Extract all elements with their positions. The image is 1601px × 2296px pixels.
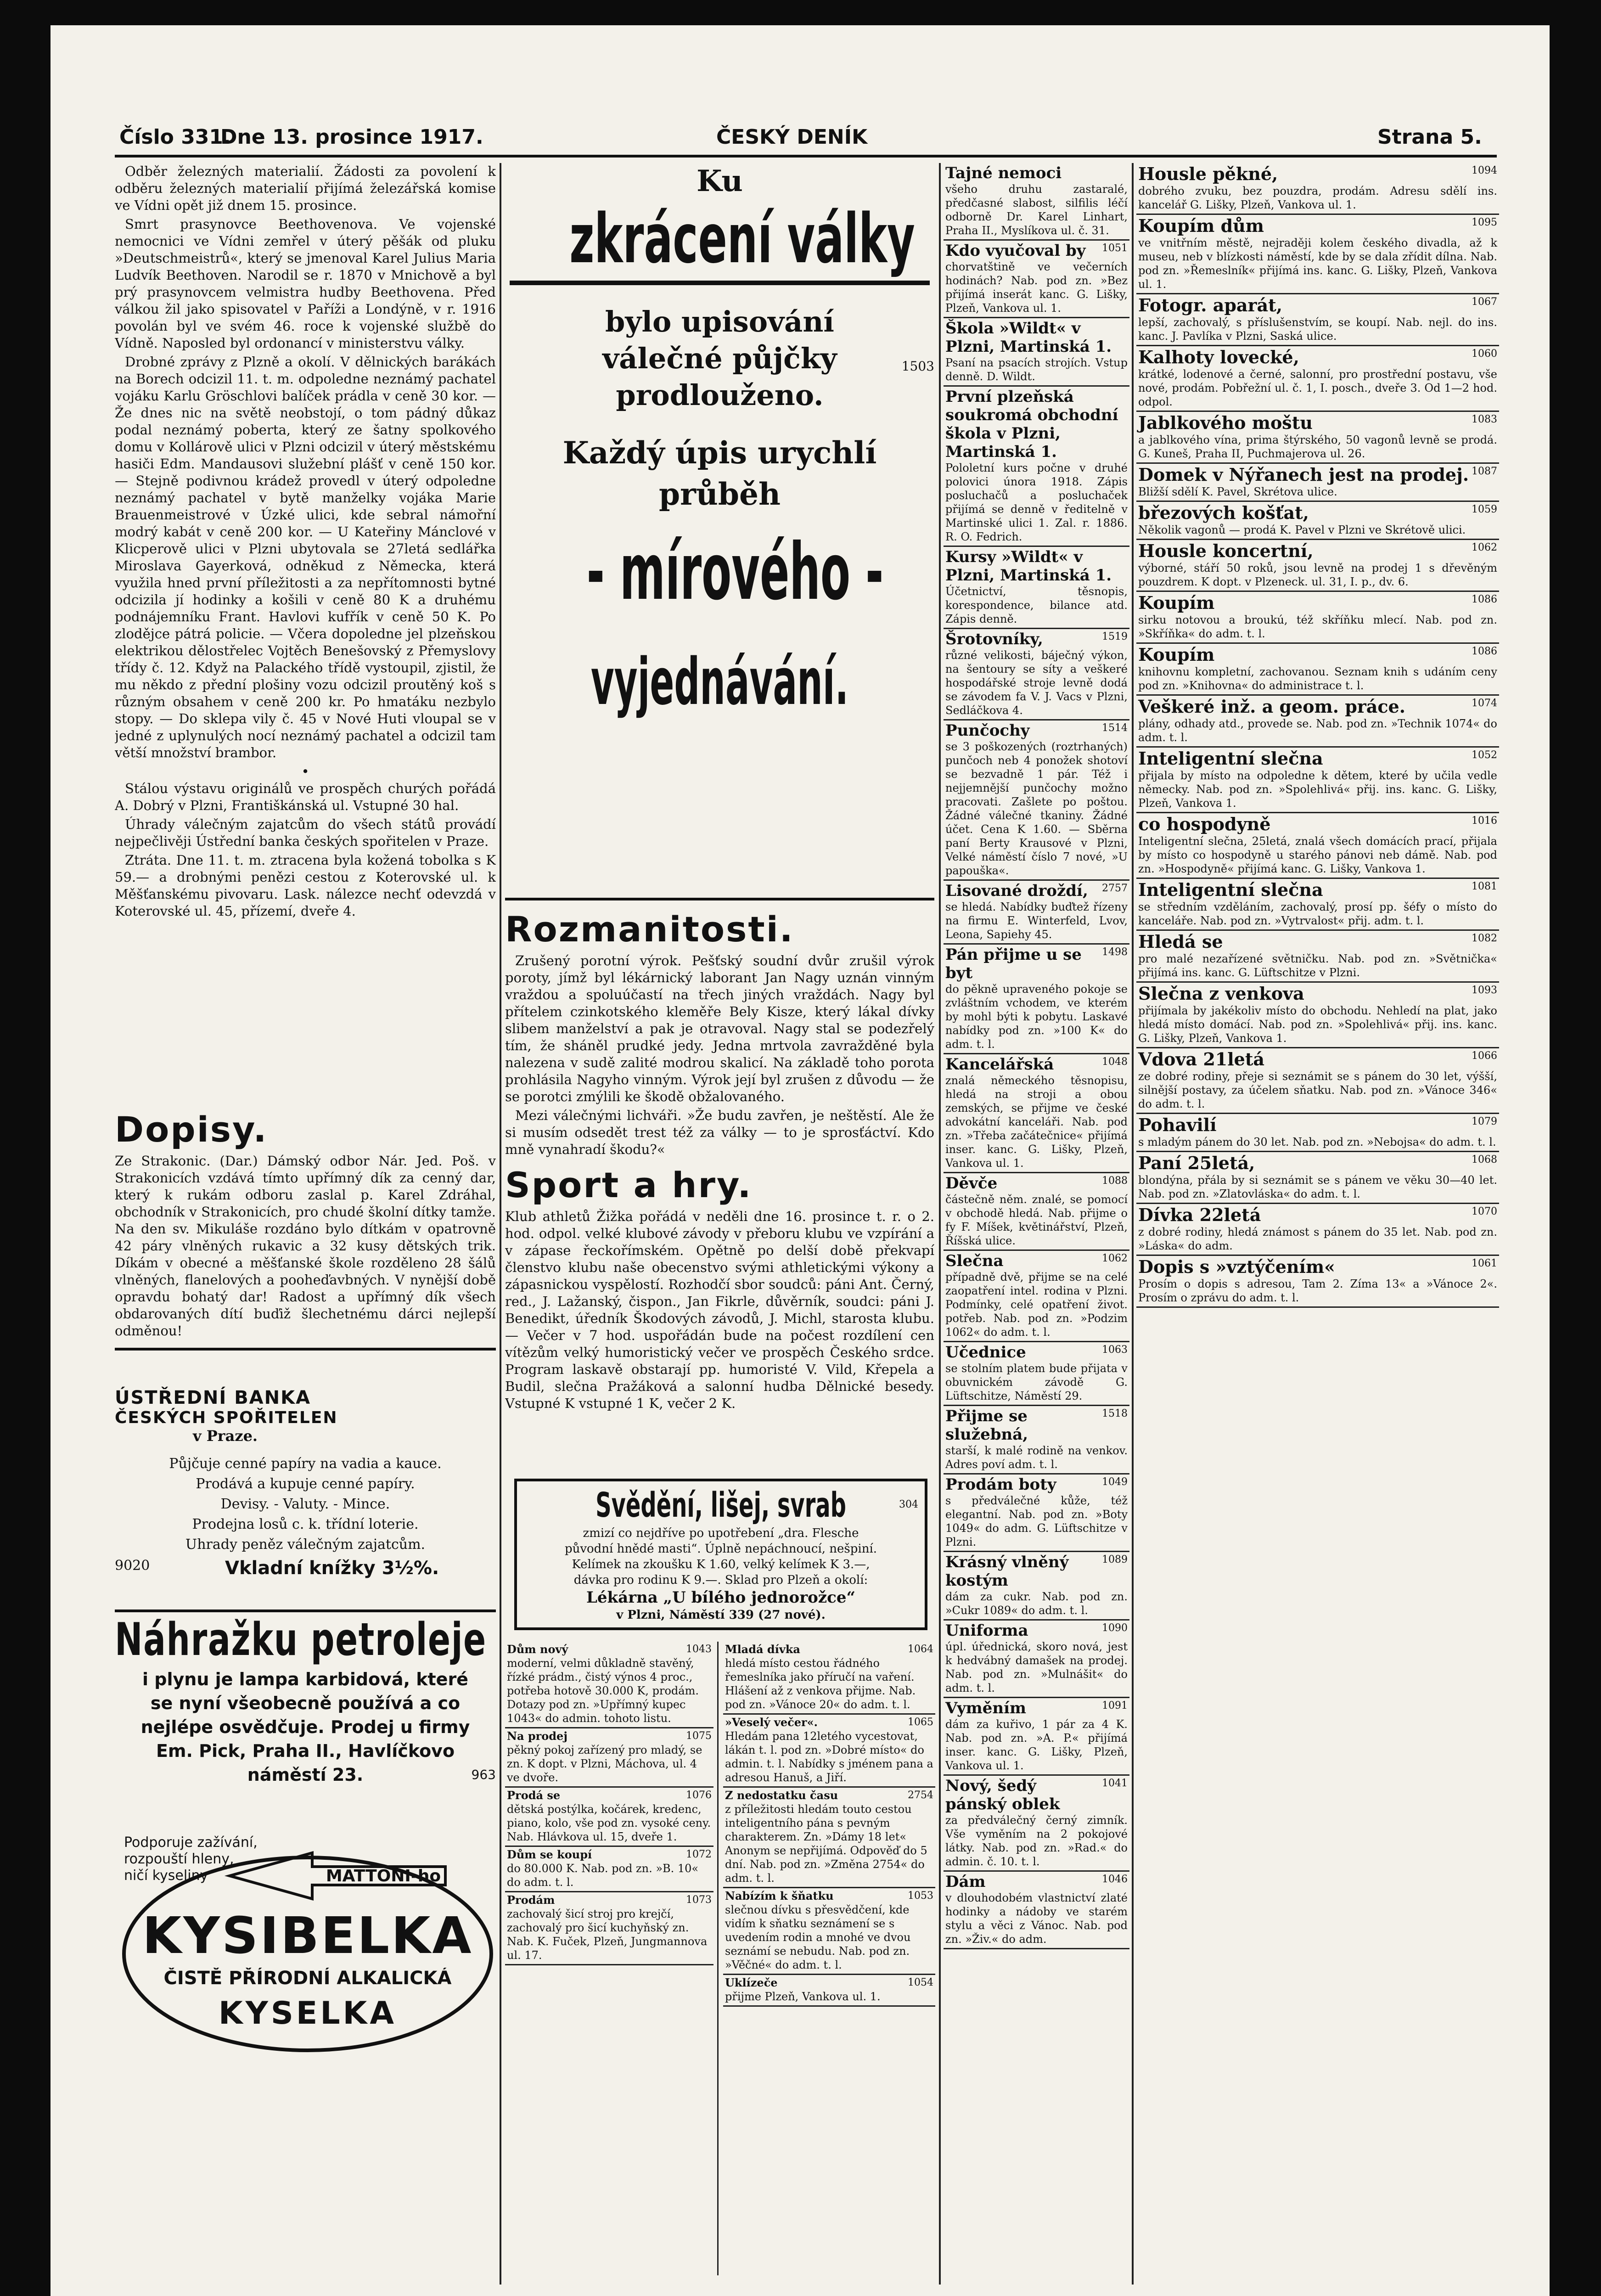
ad-heading: Inteligentní slečna <box>1138 879 1323 900</box>
bank-services <box>115 1454 496 1555</box>
ad-code: 1498 <box>1102 946 1128 958</box>
ad-text: se hledá. Nabídky buďtež řízeny na firmu E. Winterfeld, Lvov, Leona, Sapiehy 45. <box>945 900 1128 941</box>
ad-heading: Z nedostatku času <box>725 1789 838 1802</box>
ad-text: krátké, lodenové a černé, salonní, pro prostřední postavu, vše nové, prodám. Pobřežní ul. č. 1, I. posch., dveře 3. Od 1—2 hod. odpol. <box>1138 368 1497 408</box>
ad-heading: Slečna <box>945 1252 1004 1270</box>
ad-code: 1052 <box>1472 749 1497 761</box>
ad-text: Účetnictví, těsnopis, korespondence, bilance atd. Zápis denně. <box>945 585 1128 625</box>
ad-code: 1503 <box>901 359 934 374</box>
header-rule <box>115 155 1497 158</box>
petroleum-ad <box>115 1609 496 1825</box>
ad-code: 1043 <box>686 1643 712 1655</box>
classified-ad <box>1136 696 1499 748</box>
ad-text: Prosím o dopis s adresou, Tam 2. Zíma 13« a »Vánoce 2«. Prosím o zprávu do adm. t. l. <box>1138 1277 1497 1304</box>
ad-heading: Učednice <box>945 1343 1026 1362</box>
mattoni-kind: KYSELKA <box>218 1995 397 2032</box>
classified-ad <box>944 1872 1129 1949</box>
bank-footer <box>115 1558 496 1581</box>
ad-text: Hledám pana 12letého vycestovat, lákán t. l. pod zn. »Dobré místo« do admin. t. l. Nabídky s jménem pana a adresou Hanuš, a Jiří. <box>725 1730 933 1784</box>
mattoni-claim: rozpouští hleny, <box>124 1851 234 1867</box>
section-title: Dopisy. <box>115 1109 268 1150</box>
ad-text: sirku notovou a broukú, též skříňku mlecí. Nab. pod zn. »Skříňka« do adm. t. l. <box>1138 613 1497 640</box>
ad-heading: První plzeňská soukromá obchodní škola v Plzni, Martinská 1. <box>945 388 1118 461</box>
ad-text: ve vnitřním městě, nejraději kolem českého divadla, až k museu, neb v blízkosti náměstí, kde by se dala zřídit dílna. Nab. pod zn. »Řemeslník« přijímá ins. kanc. G. Lišky, Plzeň, Vankova ul. 1. <box>1138 236 1497 291</box>
ad-heading: Kursy »Wildt« v Plzni, Martinská 1. <box>945 548 1112 585</box>
bank-line: Prodejna losů c. k. třídní loterie. <box>192 1516 419 1532</box>
ad-heading: březových košťat, <box>1138 502 1309 523</box>
ad-code: 304 <box>899 1499 918 1510</box>
svedeni-line: dávka pro rodinu K 9.—. Sklad pro Plzeň a okolí: <box>573 1573 868 1587</box>
svedeni-address: v Plzni, Náměstí 339 (27 nové). <box>616 1608 826 1622</box>
ad-heading: Mladá dívka <box>725 1643 800 1656</box>
ad-mir: - mírového - <box>586 527 884 618</box>
ad-text: Pololetní kurs počne v druhé polovici února 1918. Zápis posluchačů a posluchaček přijímá se denně v ředitelně v Martinské ulici 1. Zal. r. 1886. R. O. Fedrich. <box>945 461 1128 543</box>
ad-line: Každý úpis urychlí <box>562 435 877 471</box>
news-paragraph: Drobné zprávy z Plzně a okolí. V dělnických barákách na Borech odcizil 11. t. m. odpoledne neznámý pachatel vojáku Karlu Gröschlovi balíček prádla v ceně 30 kor. — Že dnes nic na světě neobstojí, o tom pádný důkaz podal neznámý poberta, který ze šatny spolkového domu v Kollárově ulici v Plzni odcizil v úterý městskému hasiči Edm. Mandausovi služební plášť v ceně 150 kor. — Stejně podivnou krádež provedl v úterý odpoledne neznámý pachatel v bytě manželky vojáka Marie Brauenmeistrové v Úzké ulici, kde sebral námořní modrý kabát v ceně 200 kor. — U Kateřiny Mánclové v Klicperově ulici v Plzni ubytovala se 27letá sedlářka Miroslava Gayerková, odněkud z Německa, která využila hned první příležitosti a za nepřítomnosti bytné odcizila jí hodinky a košili v ceně 80 K a druhému podnájemníku Frant. Havlovi kufřík v ceně 50 K. Po zlodějce pátrá policie. — Včera dopoledne jel plzeňskou elektrikou dělostřelec Vojtěch Benešovský z Přemyslovy třídy č. 12. Když na Palackého třídě vystoupil, zjistil, že mu někdo z přední plošiny vozu odcizil proutěný koš s různým obsahem v ceně 200 kr. Po hmatáku nezbylo stopy. — Do sklepa vily č. 45 v Nové Huti vloupal se v jedné z uplynulých nocí neznámý pachatel a odcizil tam větší množství brambor. <box>115 354 496 760</box>
sport-text: Klub athletů Žižka pořádá v neděli dne 16. prosince t. r. o 2. hod. odpol. velké klubové závody v přeboru klubu ve vzpírání a v zápase řeckořímském. Opětně po delší době překvapí členstvo klubu naše obecenstvo svými athletickými výkony a zápasnickou vyspělostí. Rozhodčí sbor soudců: páni Ant. Černý, red., J. Lažanský, čispon., Jan Fikrle, důvěrník, soudci: páni J. Benedikt, úředník Škodových závodů, J. Michl, starosta klubu. — Večer v 7 hod. uspořádán bude na počest rozdílení cen vítězům velký humoristický večer ve prospěch Českého srdce. Program laskavě obstarají pp. humoristé V. Vild, Křepela a Budil, slečna Pražáková a salonní hudba Dělnické besedy. Vstupné K vstupné 1 K, večer 2 K. <box>505 1209 934 1411</box>
ad-heading: Šrotovníky, <box>945 630 1043 648</box>
ad-text: lepší, zachovalý, s příslušenstvím, se koupí. Nab. nejl. do ins. kanc. J. Pavlíka v Plzni, Saská ulice. <box>1138 316 1497 343</box>
ad-heading: Uklízeče <box>725 1976 778 1989</box>
classified-ad <box>944 1621 1129 1698</box>
classified-ad <box>1136 644 1499 696</box>
ad-heading: Inteligentní slečna <box>1138 748 1323 769</box>
ad-heading: Housle pěkné, <box>1138 163 1278 184</box>
classified-ad <box>505 1788 713 1847</box>
mattoni-claim: Podporuje zažívání, <box>124 1835 258 1851</box>
classified-ad <box>944 1698 1129 1776</box>
classified-ad <box>1136 1114 1499 1152</box>
classified-ad <box>944 241 1129 318</box>
page-number: Strana 5. <box>1377 125 1482 149</box>
ad-text: výborné, stáří 50 roků, jsou levně na prodej 1 s dřevěným pouzdrem. K dopt. v Plzeneck. ul. 31, I. p., dv. 6. <box>1138 562 1497 588</box>
issue-number: Číslo 331. <box>119 125 231 149</box>
notice: Stálou výstavu originálů ve prospěch churých pořádá A. Dobrý v Plzni, Františkánská ul. Vstupné 30 hal. <box>115 781 496 813</box>
petrol-line: se nyní všeobecně používá a co <box>150 1693 461 1713</box>
classified-ad <box>1136 931 1499 983</box>
ad-text: přijme Plzeň, Vankova ul. 1. <box>725 1990 881 2003</box>
classified-ad <box>944 629 1129 720</box>
classified-ad <box>1136 592 1499 644</box>
ad-heading: Nový, šedý pánský oblek <box>945 1777 1060 1813</box>
petrol-line: nejlépe osvědčuje. Prodej u firmy <box>140 1717 470 1737</box>
ad-code: 1086 <box>1472 646 1497 657</box>
ad-heading: Housle koncertní, <box>1138 540 1314 561</box>
ad-code: 1070 <box>1472 1206 1497 1217</box>
ad-vyj: vyjednávání. <box>590 645 849 720</box>
ad-heading: Fotogr. aparát, <box>1138 295 1282 315</box>
ad-code: 1076 <box>686 1790 712 1801</box>
ad-code: 1091 <box>1102 1700 1128 1711</box>
ad-text: Několik vagonů — prodá K. Pavel v Plzni ve Skrétově ulici. <box>1138 523 1466 536</box>
bank-vklad: Vkladní knížky 3½%. <box>225 1558 439 1579</box>
ad-code: 1083 <box>1472 414 1497 425</box>
ad-text: úpl. úřednická, skoro nová, jest k hedvábný damašek na prodej. Nab. pod zn. »Mulnášit« do adm. t. l. <box>945 1640 1128 1694</box>
ad-code: 1065 <box>908 1716 933 1728</box>
mattoni-sub: ČISTĚ PŘÍRODNÍ ALKALICKÁ <box>163 1968 452 1989</box>
classified-ad <box>505 1847 713 1892</box>
column-rule <box>500 163 501 2285</box>
classified-ad <box>1136 983 1499 1048</box>
classified-ad <box>1136 1204 1499 1256</box>
ad-heading: Hledá se <box>1138 931 1223 952</box>
bank-line: Prodává a kupuje cenné papíry. <box>196 1476 415 1492</box>
classified-ad <box>723 1642 935 1715</box>
ad-code: 1081 <box>1472 881 1497 892</box>
ad-heading: Koupím <box>1138 644 1215 665</box>
ad-heading: Vdova 21letá <box>1138 1049 1264 1069</box>
classified-ad <box>1136 748 1499 813</box>
bank-line: Uhrady peněz válečným zajatcům. <box>185 1536 426 1553</box>
classified-ad <box>723 1715 935 1788</box>
ad-text: z příležitosti hledám touto cestou inteligentního pána s pevným charakterem. Zn. »Dámy 18 let« Anonym se nepřijímá. Odpověď do 5 dní. Nab. pod zn. »Změna 2754« do adm. t. l. <box>725 1803 927 1885</box>
ad-heading: Škola »Wildt« v Plzni, Martinská 1. <box>945 319 1112 356</box>
paper-title: ČESKÝ DENÍK <box>716 125 868 149</box>
mattoni-brand: MATTONI-ho <box>326 1867 441 1885</box>
classified-ad <box>944 387 1129 547</box>
ad-code: 1518 <box>1102 1408 1128 1419</box>
classifieds-col2b <box>723 1642 935 2275</box>
classified-ad <box>1136 1048 1499 1114</box>
ad-heading: Vyměním <box>945 1699 1026 1717</box>
ad-code: 1093 <box>1472 985 1497 996</box>
mattoni-name: KYSIBELKA <box>142 1908 473 1963</box>
ad-text: plány, odhady atd., provede se. Nab. pod zn. »Technik 1074« do adm. t. l. <box>1138 717 1497 744</box>
ad-text: přijala by místo na odpoledne k dětem, které by učila vedle německy. Nab. pod zn. »Spolehlivá« přij. ins. kanc. G. Lišky, Plzeň, Vankova 1. <box>1138 769 1497 810</box>
ad-text: s mladým pánem do 30 let. Nab. pod zn. »Nebojsa« do adm. t. l. <box>1138 1136 1496 1148</box>
ad-text: dám za kuřivo, 1 pár za 4 K. Nab. pod zn. »A. P.« přijímá inser. kanc. G. Lišky, Plzeň, Vankova ul. 1. <box>945 1718 1128 1772</box>
ad-code: 1048 <box>1102 1056 1128 1068</box>
ad-code: 2754 <box>908 1790 933 1801</box>
ad-heading: Koupím dům <box>1138 215 1264 236</box>
petrol-headline: Náhražku petroleje <box>115 1614 487 1666</box>
ad-heading: Slečna z venkova <box>1138 983 1304 1004</box>
ad-heading: Kalhoty lovecké, <box>1138 347 1299 367</box>
ad-code: 1041 <box>1102 1778 1128 1789</box>
classified-ad <box>1136 163 1499 215</box>
classified-ad <box>1136 1152 1499 1204</box>
ad-text: a jablkového vína, prima štýrského, 50 vagonů levně se prodá. G. Kuneš, Praha II, Puchmajerova ul. 26. <box>1138 433 1497 460</box>
news-paragraph: Smrt prasynovce Beethovenova. Ve vojenské nemocnici ve Vídni zemřel v úterý pěšák od pluku »Deutschmeistrů«, který se jmenoval Karel Julius Maria Ludvík Beethoven. Narodil se r. 1870 v Mnichově a byl prý prasynovcem velmistra hudby Beethovena. Před válkou žil jako spisovatel v Paříži a Londýně, v r. 1916 povolán byl ve svém 46. roce k vojenské službě do Vídně. Naposled byl ordonancí v ministerstvu války. <box>115 216 496 351</box>
ad-code: 1082 <box>1472 933 1497 944</box>
ad-code: 1072 <box>686 1849 712 1860</box>
classified-ad <box>944 1173 1129 1251</box>
ad-heading: Dívka 22letá <box>1138 1204 1261 1225</box>
bank-city: v Praze. <box>193 1427 258 1445</box>
ad-text: Psaní na psacích strojích. Vstup denně. D. Wildt. <box>945 356 1128 383</box>
classified-ad <box>1136 879 1499 931</box>
ad-code: 1079 <box>1472 1116 1497 1127</box>
ad-text: různé velikosti, báječný výkon, na šentoury se síty a veškeré hospodářské stroje levně dodá se závodem fa V. J. Vacs v Plzni, Sedláčkova 4. <box>945 649 1128 717</box>
rozm-paragraph: Zrušený porotní výrok. Pešťský soudní dvůr zrušil výrok poroty, jímž byl lékárnický laborant Jan Nagy uznán vinným vraždou a spoluúčastí na třech jiných vraždách. Nagy byl přítelem czinkotského kleměře Bely Kisze, který lákal dívky slibem manželství a pak je otravoval. Nagy stal se podezřelý tím, že sháněl prudké jedy. Jedna mrtvola zavražděné byla nalezena v sudě zalité modrou skalicí. Na základě toho porota prohlásila Nagyho vinným. Výrok její byl zrušen z důvodu — že se porotci zmýlili ke škodě obžalovaného. <box>505 953 934 1104</box>
classified-ad <box>1136 502 1499 540</box>
ad-code: 1059 <box>1472 504 1497 515</box>
classified-ad <box>1136 412 1499 464</box>
bank-line: Půjčuje cenné papíry na vadia a kauce. <box>169 1456 442 1472</box>
ad-text: pro malé nezařízené světničku. Nab. pod zn. »Světnička« přijímá ins. kanc. G. Lüftschitze v Plzni. <box>1138 952 1497 979</box>
ad-code: 1068 <box>1472 1154 1497 1165</box>
column-1-news <box>115 163 496 1104</box>
ad-heading: Dům se koupí <box>507 1848 592 1861</box>
ad-heading: Kancelářská <box>945 1055 1054 1074</box>
dopisy-text: Ze Strakonic. (Dar.) Dámský odbor Nár. Jed. Poš. v Strakonicích vzdává tímto upřímný dík za cenný dar, který k rukám odboru zaslal p. Karel Zdráhal, obchodník v Strakonicích, pro chudé školní dítky tamže. Na den sv. Mikuláše rozdáno bylo dítkám v opatrovně 42 páry vlněných rukavic a 32 kusy dětských trik. Díkám v obecné a měšťanské škole rozděleno 28 šálů vlněných, flanelových a pooheďavbných. V nynější době opravdu bohatý dar! Radost a upřímný dík všech obdarovaných dítí buďiž šlechetnému dárci nejlepší odměnou! <box>115 1153 496 1339</box>
ad-code: 1086 <box>1472 594 1497 605</box>
petrol-text <box>115 1667 496 1787</box>
ad-code: 9020 <box>115 1558 150 1574</box>
ad-text: za předválečný černý zimník. Vše vyměním na 2 pokojové látky. Nab. pod zn. »Rad.« do admin. č. 10. t. l. <box>945 1814 1128 1868</box>
issue-date: Dne 13. prosince 1917. <box>220 125 483 149</box>
ad-heading: Veškeré inž. a geom. práce. <box>1138 696 1405 717</box>
ad-code: 1046 <box>1102 1874 1128 1885</box>
mattoni-ad <box>115 1835 496 2064</box>
ad-code: 1063 <box>1102 1344 1128 1356</box>
ad-heading: Paní 25letá, <box>1138 1153 1255 1173</box>
ad-code: 1089 <box>1102 1554 1128 1565</box>
ad-text: dám za cukr. Nab. pod zn. »Cukr 1089« do adm. t. l. <box>945 1590 1128 1617</box>
ad-code: 1095 <box>1472 217 1497 228</box>
ad-code: 1519 <box>1102 631 1128 642</box>
ad-text: se středním vzděláním, zachovalý, prosí pp. šéfy o místo do kanceláře. Nab. pod zn. »Vytrvalost« přij. adm. t. l. <box>1138 900 1497 927</box>
ad-code: 1054 <box>908 1977 933 1988</box>
rozm-paragraph: Mezi válečnými lichváři. »Že budu zavřen, je neštěstí. Ale že si musím odsedět trest též za války — to je sprosťáctví. Kdo mně vynahradí škodu?« <box>505 1108 934 1157</box>
ad-heading: Prodám <box>507 1893 555 1907</box>
ad-heading: Dopis s »vztýčením« <box>1138 1256 1335 1277</box>
ad-code: 1074 <box>1472 698 1497 709</box>
ad-heading: »Veselý večer«. <box>725 1716 818 1729</box>
ad-code: 1061 <box>1472 1258 1497 1269</box>
ad-code: 1016 <box>1472 815 1497 827</box>
ad-text: dětská postýlka, kočárek, kredenc, piano, kolo, vše pod zn. vysoké ceny. Nab. Hlávkova ul. 15, dveře 1. <box>507 1803 711 1843</box>
ad-heading: Přijme se služebná, <box>945 1407 1028 1444</box>
classified-ad <box>944 945 1129 1054</box>
classified-ad <box>505 1642 713 1728</box>
ad-code: 1049 <box>1102 1476 1128 1488</box>
classified-ad <box>944 1552 1129 1621</box>
column-rule <box>1132 163 1134 2285</box>
notice: Úhrady válečným zajatcům do všech států provádí nejpečlivěji Ústřední banka českých spořitelen v Praze. <box>115 816 496 849</box>
ad-code: 963 <box>471 1767 496 1782</box>
section-title: Rozmanitosti. <box>505 909 794 950</box>
classified-ad <box>944 547 1129 629</box>
ad-heading: Prodá se <box>507 1789 561 1802</box>
ad-text: pěkný pokoj zařízený pro mladý, se zn. K dopt. v Plzni, Máchova, ul. 4 ve dvoře. <box>507 1744 702 1784</box>
ad-heading: Koupím <box>1138 592 1215 613</box>
ad-text: moderní, velmi důkladně stavěný, řízké prádm., čistý výnos 4 proc., potřeba hotově 30.000 K, prodám. Dotazy pod zn. »Upřímný kupec 1043« do admin. tohoto listu. <box>507 1657 699 1725</box>
ad-heading: Děvče <box>945 1174 998 1193</box>
newspaper-page <box>51 25 1550 2296</box>
ad-heading: Pán přijme u se byt <box>945 945 1082 982</box>
ad-heading: Punčochy <box>945 721 1030 740</box>
classified-ad <box>944 318 1129 387</box>
ad-heading: co hospodyně <box>1138 814 1271 834</box>
classified-ad <box>723 1788 935 1888</box>
classifieds-col2a <box>505 1642 719 2275</box>
ad-rule <box>510 281 930 285</box>
masthead <box>119 125 1492 156</box>
classified-ad <box>1136 813 1499 879</box>
ad-text: se 3 poškozených (roztrhaných) punčoch neb 4 ponožek shotoví se bezvadně 1 pár. Též i nejjemnější punčochy možno pracovati. Zašlete po poštou. Žádné válečné tkaniny. Žádné účet. Cena K 1.60. — Sběrna paní Berty Krausové v Plzni, Velké náměstí číslo 7 nové, »U papouška«. <box>945 740 1128 877</box>
classified-ad <box>944 163 1129 241</box>
bank-ad <box>115 1348 496 1605</box>
classified-ad <box>944 1342 1129 1406</box>
classified-ad <box>1136 294 1499 346</box>
ad-text: případně dvě, přijme se na celé zaopatření intel. rodina v Plzni. Podmínky, celé opatření život. potřeb. Nab. pod zn. »Podzim 1062« do adm. t. l. <box>945 1271 1128 1339</box>
ad-text: hledá místo cestou řádného řemeslníka jako příručí na vaření. Hlášení až z venkova přijme. Nab. pod zn. »Vánoce 20« do adm. t. l. <box>725 1657 916 1711</box>
ad-line: válečné půjčky <box>602 342 837 375</box>
mattoni-claim: ničí kyseliny <box>124 1868 208 1884</box>
classified-ad <box>505 1728 713 1788</box>
svedeni-ad <box>514 1479 927 1630</box>
classified-ad <box>944 1406 1129 1474</box>
petrol-line: Em. Pick, Praha II., Havlíčkovo <box>156 1741 455 1761</box>
classified-ad <box>1136 215 1499 294</box>
classified-ad <box>723 1975 935 2007</box>
ad-code: 1090 <box>1102 1622 1128 1634</box>
ad-code: 1087 <box>1472 466 1497 477</box>
ad-code: 1073 <box>686 1894 712 1906</box>
ad-heading: Domek v Nýřanech jest na prodej. <box>1138 464 1469 485</box>
ad-ku: Ku <box>697 164 743 198</box>
ad-heading: Nabízím k šňatku <box>725 1889 834 1902</box>
classified-ad <box>1136 540 1499 592</box>
classified-ad <box>944 881 1129 945</box>
ad-heading: Na prodej <box>507 1729 568 1743</box>
svedeni-line: Kelímek na zkoušku K 1.60, velký kelímek K 3.—, <box>572 1558 870 1571</box>
ad-text: dobrého zvuku, bez pouzdra, prodám. Adresu sdělí ins. kancelář G. Lišky, Plzeň, Vankova ul. 1. <box>1138 185 1497 211</box>
ad-text: starší, k malé rodině na venkov. Adres poví adm. t. l. <box>945 1444 1128 1471</box>
classifieds-col5 <box>1136 163 1499 2275</box>
ad-heading: Prodám boty <box>945 1475 1056 1494</box>
classifieds-col4 <box>944 163 1129 2275</box>
ad-code: 1067 <box>1472 296 1497 308</box>
ad-text: knihovnu kompletní, zachovanou. Seznam knih s udáním ceny pod zn. »Knihovna« do administrace t. l. <box>1138 665 1497 692</box>
svedeni-title: Svědění, lišej, svrab <box>595 1486 846 1525</box>
ad-code: 1051 <box>1102 242 1128 254</box>
bank-subtitle: ČESKÝCH SPOŘITELEN <box>115 1408 338 1427</box>
classified-ad <box>944 1054 1129 1173</box>
ad-text: chorvatštině ve večerních hodinách? Nab. pod zn. »Bez přijímá inserát kanc. G. Lišky, Plzeň, Vankova ul. 1. <box>945 260 1128 315</box>
ad-code: 1060 <box>1472 348 1497 360</box>
classified-ad <box>944 1776 1129 1872</box>
ad-code: 1094 <box>1472 165 1497 176</box>
ad-text: Inteligentní slečna, 25letá, znalá všech domácích prací, přijala by místo co hospodyně u starého pánovi neb dámě. Nab. pod zn. »Hospodyně« přijímá kanc. G. Lišky, Vankova 1. <box>1138 835 1497 875</box>
ad-line: bylo upisování <box>605 305 834 338</box>
ad-code: 1066 <box>1472 1050 1497 1062</box>
ad-line: prodlouženo. <box>616 378 824 412</box>
ad-code: 1053 <box>908 1890 933 1902</box>
ad-code: 1088 <box>1102 1175 1128 1187</box>
ad-text: zachovalý šicí stroj pro krejčí, zachovalý pro šicí kuchyňský zn. Nab. K. Fuček, Plzeň, Jungmannova ul. 17. <box>507 1908 708 1962</box>
ad-text: všeho druhu zastaralé, předčasné slabost, silfilis léčí odborně Dr. Karel Linhart, Praha II., Myslíkova ul. č. 31. <box>945 183 1128 237</box>
ad-heading: Dům nový <box>507 1643 568 1656</box>
classified-ad <box>944 720 1129 881</box>
classified-ad <box>505 1892 713 1965</box>
ad-zkraceni: zkrácení války <box>569 199 915 278</box>
ad-text: blondýna, přála by si seznámit se s pánem ve věku 30—40 let. Nab. pod zn. »Zlatovláska« do adm. t. l. <box>1138 1174 1497 1200</box>
svedeni-text <box>523 1525 918 1623</box>
bank-line: Devisy. - Valuty. - Mince. <box>220 1496 390 1512</box>
petrol-line: i plynu je lampa karbidová, které <box>142 1669 468 1689</box>
ad-heading: Uniforma <box>945 1621 1028 1640</box>
news-paragraph: Odběr železných materialií. Žádosti za povolení k odběru železných materialií přijímá železářská komise ve Vídni opět již dnem 15. prosince. <box>115 163 496 213</box>
petrol-line: náměstí 23. <box>247 1765 364 1785</box>
ad-text: Bližší sdělí K. Pavel, Skrétova ulice. <box>1138 485 1337 498</box>
ad-code: 1064 <box>908 1643 933 1655</box>
ad-text: ze dobré rodiny, přeje si seznámit se s pánem do 30 let, výšší, silnější postavy, za účelem sňatku. Nab. pod zn. »Vánoce 346« do adm. t. l. <box>1138 1070 1497 1110</box>
ad-heading: Krásný vlněný kostým <box>945 1553 1069 1590</box>
separator-star: • <box>301 764 309 779</box>
ad-line: průběh <box>658 476 781 512</box>
ad-code: 1062 <box>1102 1253 1128 1264</box>
svedeni-line: zmizí co nejdříve po upotřebení „dra. Flesche <box>583 1526 859 1540</box>
notice: Ztráta. Dne 11. t. m. ztracena byla kožená tobolka s K 59.— a drobnými penězi cestou z Koterovské ul. k Měšťanskému pivovaru. Lask. nálezce nechť odevzdá v Koterovské ul. 45, přízemí, dveře 4. <box>115 852 496 919</box>
classified-ad <box>1136 346 1499 412</box>
mattoni-claims <box>124 1835 262 1884</box>
classified-ad <box>944 1474 1129 1552</box>
ad-code: 1514 <box>1102 722 1128 734</box>
ad-heading: Tajné nemoci <box>945 164 1062 182</box>
ad-text: z dobré rodiny, hledá známost s pánem do 35 let. Nab. pod zn. »Láska« do adm. <box>1138 1226 1497 1252</box>
ad-text: znalá německého těsnopisu, hledá na stroji a obou zemských, se přijme ve české advokátní kanceláři. Nab. pod zn. »Třeba začátečnice« přijímá inser. kanc. G. Lišky, Plzeň, Vankova ul. 1. <box>945 1074 1128 1170</box>
ad-code: 1075 <box>686 1730 712 1742</box>
ad-text: slečnou dívku s přesvědčení, kde vidím k sňatku seznámení se s uvedením rodin a mnohé ve dvou seznámí se nebudu. Nab. pod zn. »Věčné« do adm. t. l. <box>725 1903 911 1971</box>
ad-text: částečně něm. znalé, se pomocí v obchodě hledá. Nab. přijme o fy F. Míšek, květinářství, Plzeň, Říšská ulice. <box>945 1193 1128 1247</box>
svedeni-line: původní hnědé masti“. Úplně nepáchnoucí, nešpiní. <box>564 1542 877 1556</box>
ad-text: se stolním platem bude přijata v obuvnickém závodě G. Lüftschitze, Náměstí 29. <box>945 1362 1128 1402</box>
ad-heading: Jablkového moštu <box>1138 412 1313 433</box>
ad-text: do pěkně upraveného pokoje se zvláštním vchodem, ve kterém by mohl býti k pobytu. Laskavé nabídky pod zn. »100 K« do adm. t. l. <box>945 983 1128 1051</box>
classified-ad <box>723 1888 935 1975</box>
ad-heading: Lisované droždí, <box>945 882 1088 900</box>
svedeni-pharmacy: Lékárna „U bílého jednorožce“ <box>586 1588 856 1607</box>
rozmanitosti-section <box>505 898 934 1463</box>
section-title: Sport a hry. <box>505 1165 753 1205</box>
ad-heading: Kdo vyučoval by <box>945 242 1086 260</box>
ad-text: do 80.000 K. Nab. pod zn. »B. 10« do adm. t. l. <box>507 1862 699 1889</box>
dopisy-section <box>115 1109 496 1339</box>
ad-code: 1062 <box>1472 542 1497 553</box>
classified-ad <box>1136 1256 1499 1308</box>
bank-title: ÚSTŘEDNÍ BANKA <box>115 1387 311 1408</box>
ad-text: v dlouhodobém vlastnictví zlaté hodinky a nádoby ve starém stylu a věci z Vánoc. Nab. pod zn. »Živ.« do adm. <box>945 1891 1128 1946</box>
ad-heading: Dám <box>945 1873 986 1891</box>
classified-ad <box>944 1251 1129 1342</box>
ad-code: 2757 <box>1102 883 1128 894</box>
ad-text: přijímala by jakékoliv místo do obchodu. Nehledí na plat, jako hledá místo domácí. Nab. pod zn. »Spolehlivá« přij. ins. kanc. G. Lišky, Plzeň, Vankova 1. <box>1138 1004 1497 1045</box>
ad-heading: Pohavilí <box>1138 1114 1217 1135</box>
ad-text: s předválečné kůže, též elegantní. Nab. pod zn. »Boty 1049« do adm. G. Lüftschitze v Plzni. <box>945 1494 1128 1548</box>
classified-ad <box>1136 464 1499 502</box>
war-loan-ad <box>505 163 934 889</box>
column-rule <box>939 163 941 2285</box>
